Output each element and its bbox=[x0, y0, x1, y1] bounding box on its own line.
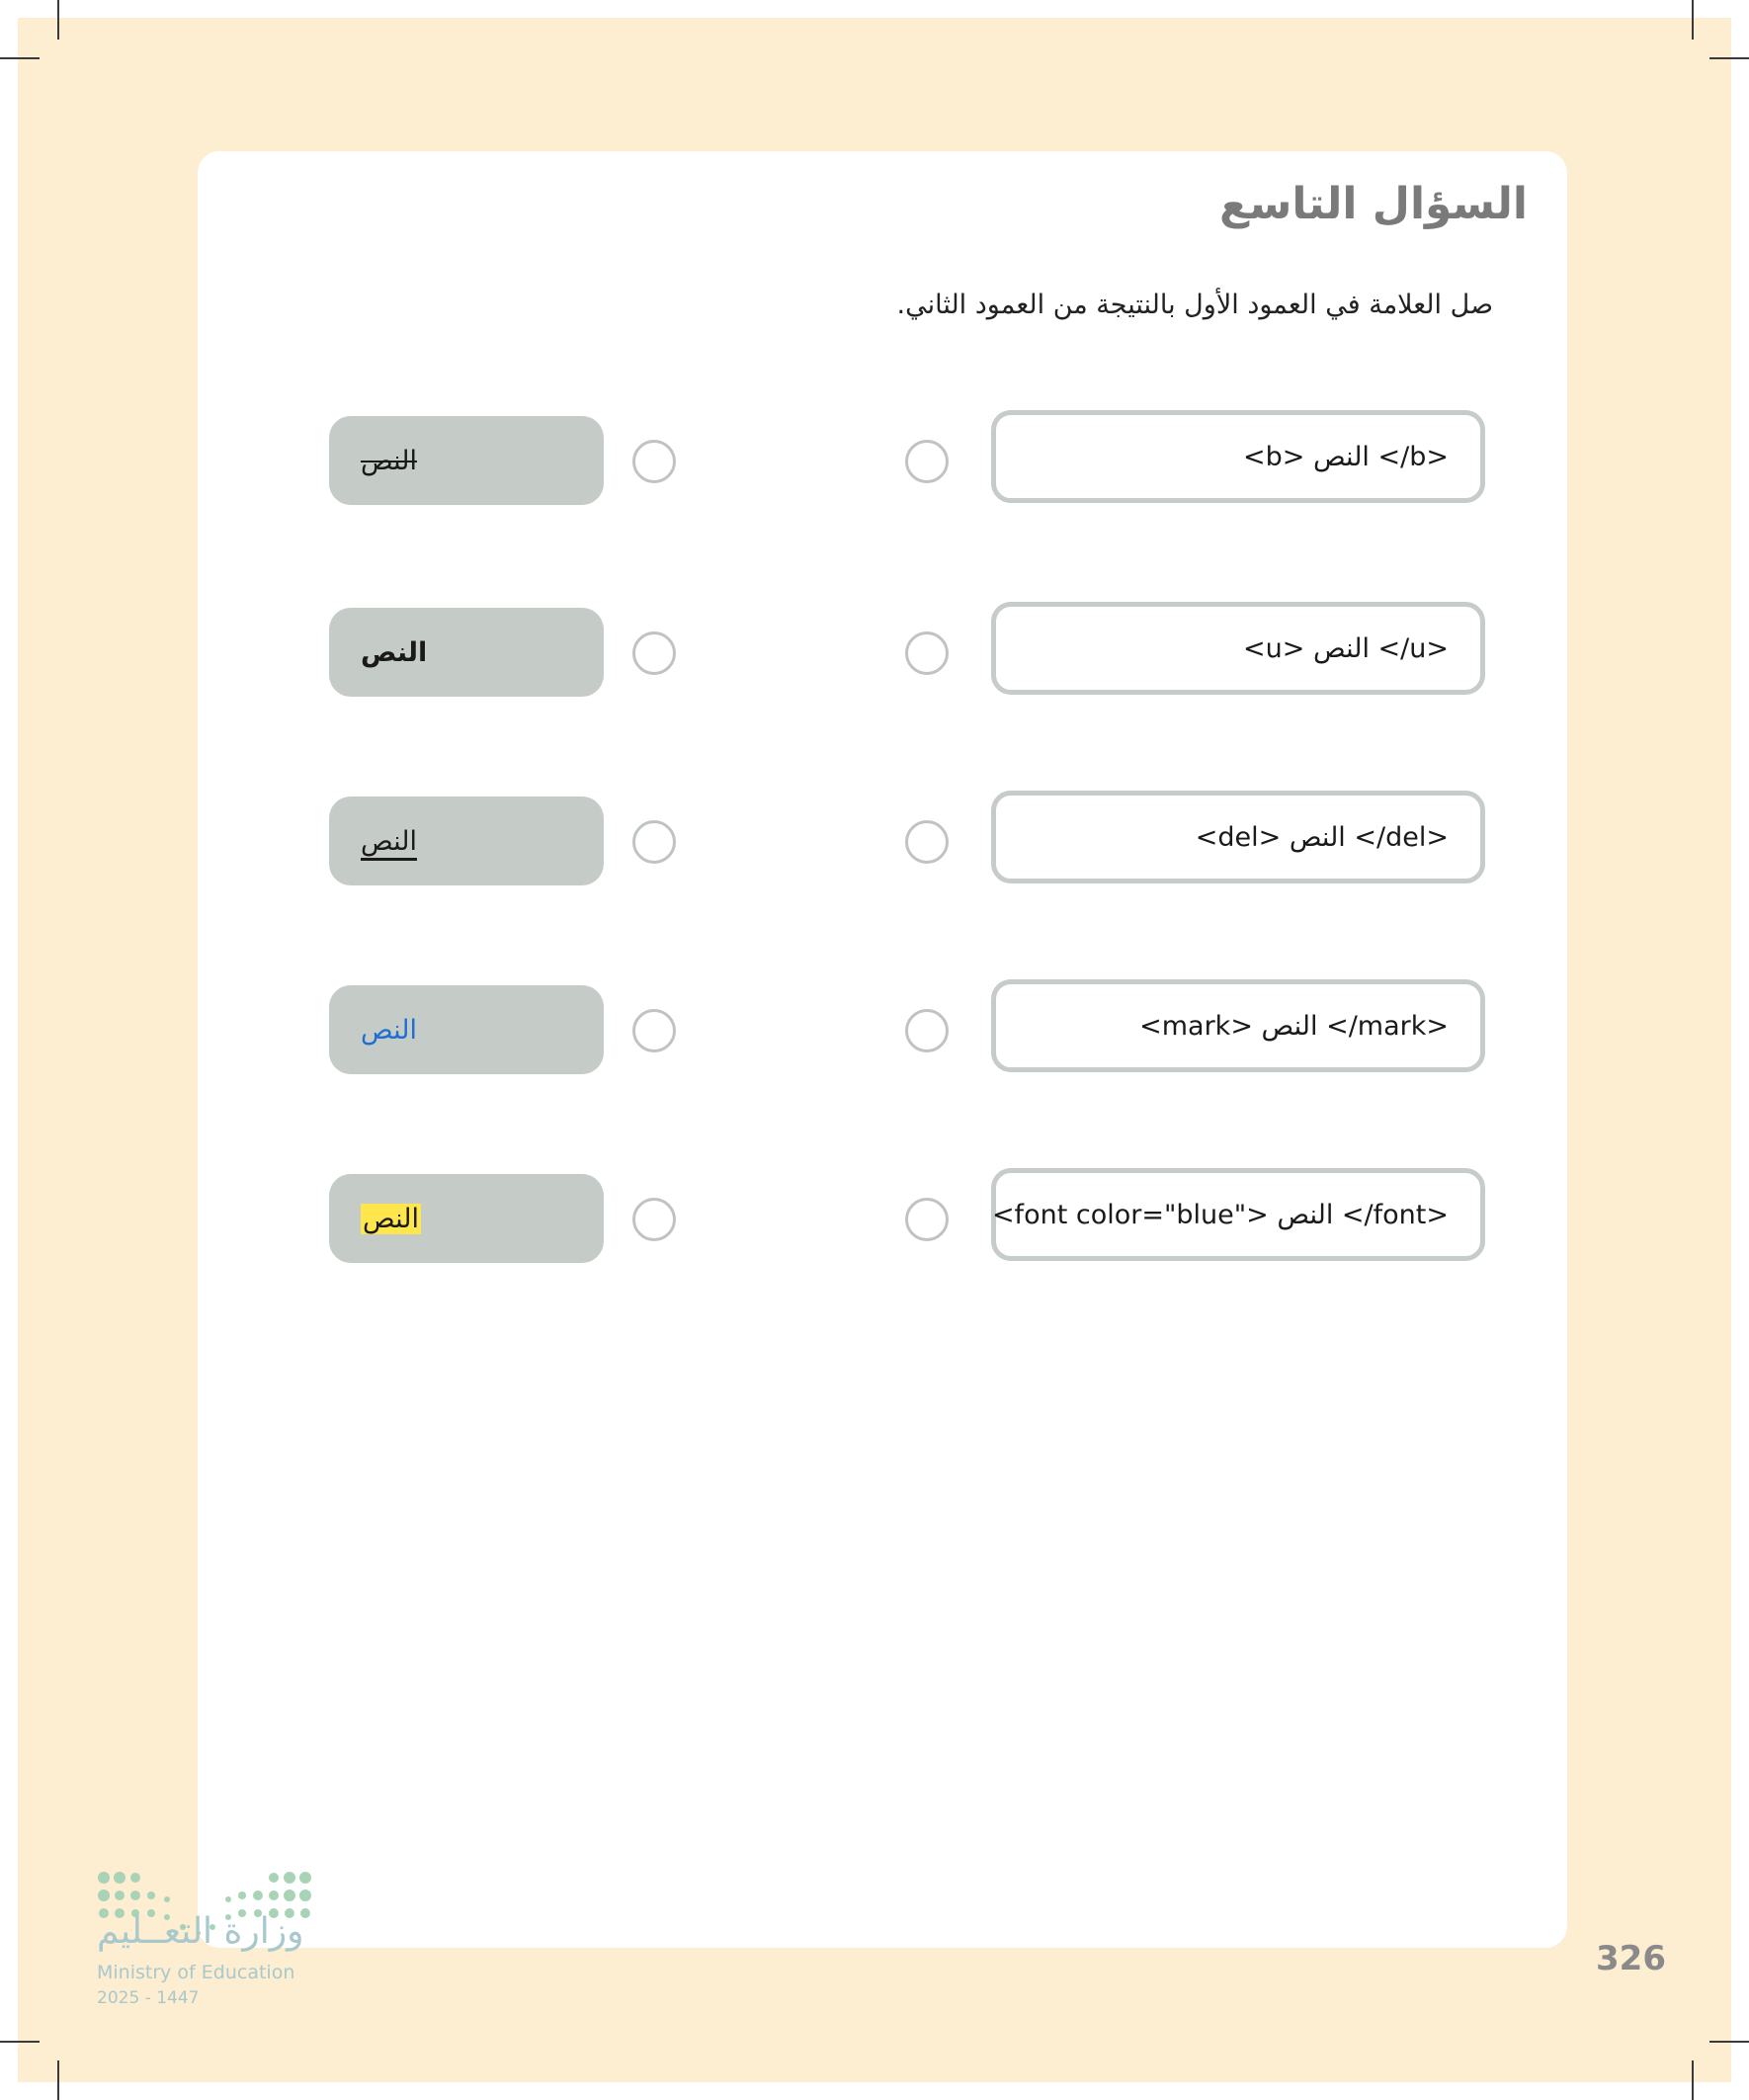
match-circle-tag-4[interactable] bbox=[905, 1009, 949, 1052]
match-circle-tag-3[interactable] bbox=[905, 820, 949, 864]
match-circle-tag-2[interactable] bbox=[905, 631, 949, 675]
page-number: 326 bbox=[1596, 1939, 1666, 1978]
result-option-blue bbox=[329, 985, 604, 1074]
tag-option-font bbox=[991, 1168, 1485, 1261]
question-instruction: صل العلامة في العمود الأول بالنتيجة من العمود الثاني. bbox=[896, 290, 1493, 320]
tag-text: <font color="blue"> النص </font> bbox=[991, 1199, 1449, 1230]
crop-mark bbox=[57, 0, 59, 40]
match-circle-result-5[interactable] bbox=[632, 1198, 676, 1241]
question-title: السؤال التاسع bbox=[1219, 179, 1528, 229]
crop-mark bbox=[0, 2041, 40, 2043]
result-text: النص bbox=[361, 636, 428, 668]
ministry-year: 2025 - 1447 bbox=[97, 1988, 200, 2008]
match-circle-result-3[interactable] bbox=[632, 820, 676, 864]
question-card bbox=[198, 151, 1567, 1948]
crop-mark bbox=[1709, 57, 1749, 59]
match-circle-result-1[interactable] bbox=[632, 440, 676, 483]
result-text: النص bbox=[361, 825, 417, 857]
result-option-highlight bbox=[329, 1174, 604, 1263]
tag-option-u bbox=[991, 602, 1485, 695]
result-option-bold bbox=[329, 608, 604, 697]
ministry-name-arabic: وزارة التعــليم bbox=[97, 1911, 304, 1952]
match-circle-result-4[interactable] bbox=[632, 1009, 676, 1052]
match-circle-tag-5[interactable] bbox=[905, 1198, 949, 1241]
result-text: النص bbox=[361, 1014, 417, 1046]
tag-option-del bbox=[991, 791, 1485, 883]
result-text: النص bbox=[363, 1203, 419, 1234]
crop-mark bbox=[1709, 2041, 1749, 2043]
crop-mark bbox=[1692, 0, 1694, 40]
result-option-underline bbox=[329, 797, 604, 885]
tag-text: <u> النص </u> bbox=[1243, 632, 1449, 664]
tag-text: <b> النص </b> bbox=[1243, 441, 1449, 472]
tag-option-b bbox=[991, 410, 1485, 503]
match-circle-tag-1[interactable] bbox=[905, 440, 949, 483]
result-option-strikethrough bbox=[329, 416, 604, 505]
crop-mark bbox=[0, 57, 40, 59]
result-text: النص bbox=[361, 445, 417, 476]
tag-text: <del> النص </del> bbox=[1195, 821, 1449, 853]
match-circle-result-2[interactable] bbox=[632, 631, 676, 675]
tag-text: <mark> النص </mark> bbox=[1139, 1010, 1449, 1042]
crop-mark bbox=[57, 2060, 59, 2100]
ministry-name-english: Ministry of Education bbox=[97, 1962, 295, 1983]
crop-mark bbox=[1692, 2060, 1694, 2100]
tag-option-mark bbox=[991, 979, 1485, 1072]
